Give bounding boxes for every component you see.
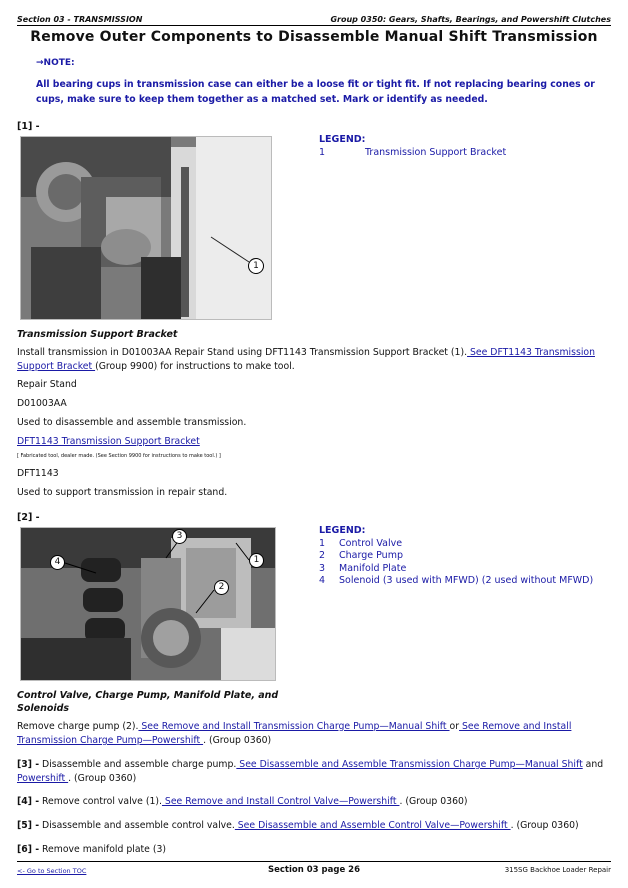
legend-item xyxy=(319,550,593,563)
footer-rule xyxy=(17,861,611,862)
disassemble-control-valve-link[interactable]: See Disassemble and Assemble Control Valve—Powershift xyxy=(234,820,511,831)
remove-charge-pump-paragraph xyxy=(17,720,607,748)
legend-num: 1 xyxy=(319,146,326,158)
step-1-label: [1] - xyxy=(17,121,40,132)
legend-step-1 xyxy=(319,134,506,159)
legend-title: LEGEND: xyxy=(319,525,366,536)
step-3-paragraph xyxy=(17,758,607,786)
control-valve-link[interactable]: See Remove and Install Control Valve—Powershift xyxy=(161,796,400,807)
go-to-section-toc-link[interactable]: <- Go to Section TOC xyxy=(17,867,87,875)
document-title: 315SG Backhoe Loader Repair xyxy=(504,866,611,874)
group-ref: . (Group 0360) xyxy=(68,773,137,784)
support-bracket-link[interactable]: See DFT1143 Transmission Support Bracket xyxy=(17,347,595,372)
step-5-paragraph xyxy=(17,819,607,833)
or-text: or xyxy=(449,721,460,732)
repair-stand-part-number: D01003AA xyxy=(17,398,67,409)
tool-link-row xyxy=(17,435,607,449)
repair-stand-usage: Used to disassemble and assemble transmission. xyxy=(17,417,247,428)
step-4-text: Remove control valve (1). xyxy=(39,796,162,807)
step-2-label: [2] - xyxy=(17,512,40,523)
install-paragraph xyxy=(17,346,607,374)
control-valve-illustration xyxy=(21,528,276,681)
legend-item xyxy=(319,147,506,160)
group-ref: . (Group 0360) xyxy=(399,796,468,807)
legend-num: 4 xyxy=(319,575,326,586)
callout-1: 1 xyxy=(249,553,264,568)
legend-title: LEGEND: xyxy=(319,134,366,145)
control-valve-photo xyxy=(20,527,276,681)
callout-4: 4 xyxy=(50,555,65,570)
group-ref: . (Group 0360) xyxy=(510,820,579,831)
header-section: Section 03 - TRANSMISSION xyxy=(17,15,143,24)
remove-charge-pump-text: Remove charge pump (2). xyxy=(17,721,139,732)
step-4-paragraph xyxy=(17,795,607,809)
transmission-bracket-photo xyxy=(20,136,272,320)
note-text: All bearing cups in transmission case can either be a loose fit or tight fit. If not replacing bearing cones or cups, make sure to keep them together as a matched set. Mark or identify as needed. xyxy=(36,79,595,105)
step-3-text: Disassemble and assemble charge pump. xyxy=(39,759,237,770)
tool-number: DFT1143 xyxy=(17,468,59,479)
repair-stand-label: Repair Stand xyxy=(17,379,77,390)
note-heading: →NOTE: xyxy=(36,58,75,68)
tool-note: [ Fabricated tool, dealer made. (See Section 9900 for instructions to make tool.) ] xyxy=(17,453,221,459)
step-5-label: [5] - xyxy=(17,820,40,831)
heading-line-2: Solenoids xyxy=(17,703,70,714)
header-group: Group 0350: Gears, Shafts, Bearings, and Powershift Clutches xyxy=(330,15,611,24)
callout-3: 3 xyxy=(172,529,187,544)
group-ref: . (Group 0360) xyxy=(203,735,272,746)
and-text: and xyxy=(582,759,604,770)
page-number: Section 03 page 26 xyxy=(268,865,360,875)
legend-text: Charge Pump xyxy=(339,550,403,561)
legend-text: Control Valve xyxy=(339,537,403,549)
install-text-post: (Group 9900) for instructions to make tool. xyxy=(95,361,295,372)
legend-num: 3 xyxy=(319,562,326,574)
disassemble-charge-pump-manual-link[interactable]: See Disassemble and Assemble Transmission Charge Pump—Manual Shift xyxy=(236,759,583,770)
legend-text: Manifold Plate xyxy=(339,562,407,574)
dft1143-link[interactable]: DFT1143 Transmission Support Bracket xyxy=(17,436,200,447)
step-3-label: [3] - xyxy=(17,759,40,770)
install-text: Install transmission in D01003AA Repair Stand using DFT1143 Transmission Support Bracket (1). xyxy=(17,347,468,358)
charge-pump-powershift-link[interactable]: See Remove and Install Transmission Charge Pump—Powershift xyxy=(17,721,572,746)
legend-text: Solenoid (3 used with MFWD) (2 used without MFWD) xyxy=(339,575,594,586)
header-rule xyxy=(17,25,611,26)
legend-text: Transmission Support Bracket xyxy=(365,146,507,158)
transmission-support-bracket-heading: Transmission Support Bracket xyxy=(17,329,178,340)
heading-line-1: Control Valve, Charge Pump, Manifold Plate, and xyxy=(17,690,279,701)
step-6-label: [6] - xyxy=(17,844,40,855)
callout-1: 1 xyxy=(248,258,264,274)
legend-step-2 xyxy=(319,525,593,588)
control-valve-heading xyxy=(17,689,278,715)
legend-item xyxy=(319,575,593,588)
legend-num: 2 xyxy=(319,550,326,561)
page-footer xyxy=(17,865,611,877)
legend-item xyxy=(319,563,593,576)
tool-usage: Used to support transmission in repair stand. xyxy=(17,487,228,498)
disassemble-charge-pump-powershift-link[interactable]: Powershift xyxy=(17,773,69,784)
page-title: Remove Outer Components to Disassemble Manual Shift Transmission xyxy=(30,29,598,45)
transmission-bracket-illustration xyxy=(21,137,272,320)
step-4-label: [4] - xyxy=(17,796,40,807)
step-5-text: Disassemble and assemble control valve. xyxy=(39,820,235,831)
page-header xyxy=(17,10,611,24)
legend-item xyxy=(319,538,593,551)
step-6-paragraph xyxy=(17,843,607,857)
legend-num: 1 xyxy=(319,537,326,549)
callout-2: 2 xyxy=(214,580,229,595)
charge-pump-manual-link[interactable]: See Remove and Install Transmission Charge Pump—Manual Shift xyxy=(138,721,450,732)
step-6-text: Remove manifold plate (3) xyxy=(39,844,167,855)
